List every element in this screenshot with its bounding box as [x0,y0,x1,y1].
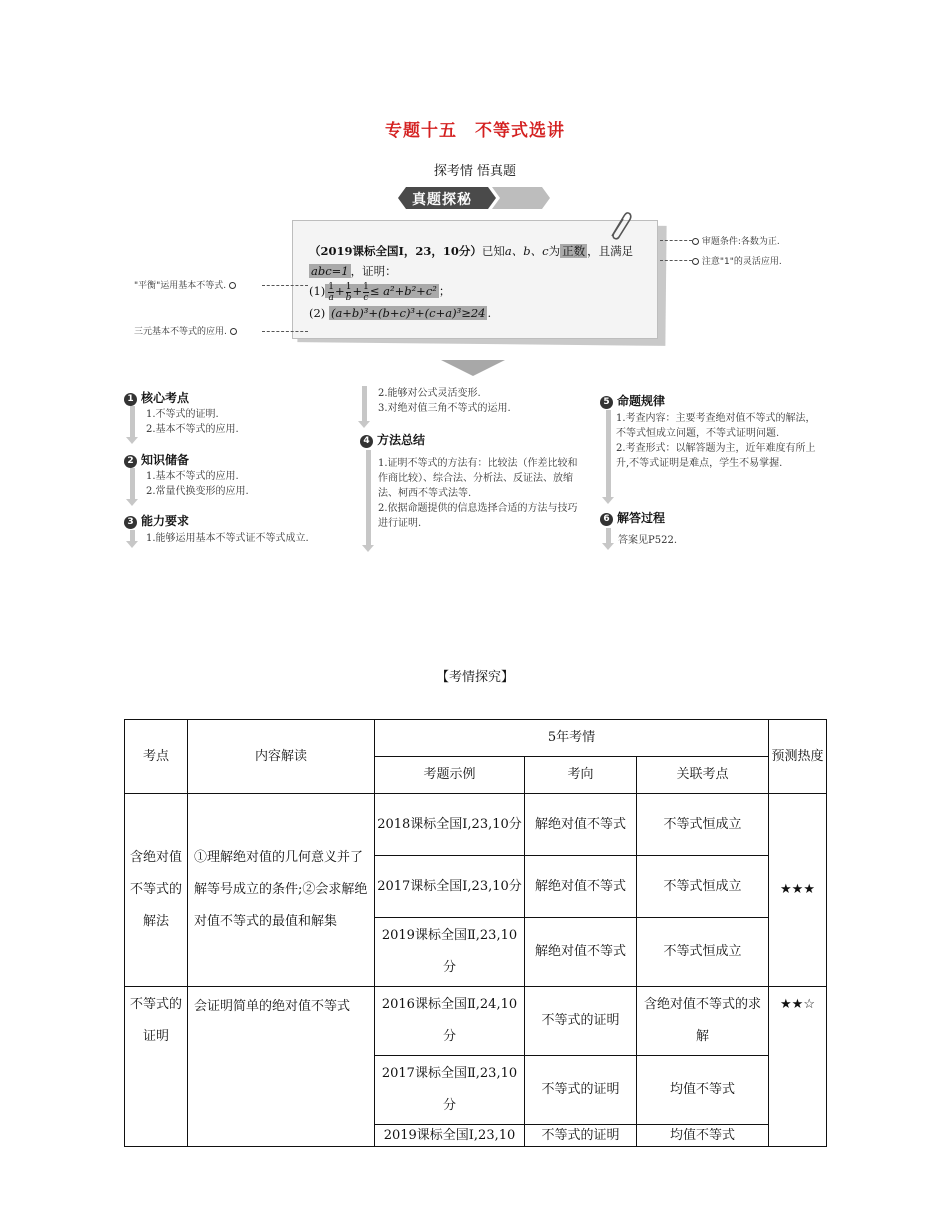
section-item: 1.考查内容：主要考查绝对值不等式的解法，不等式恒成立问题，不等式证明问题. [616,413,816,439]
section-item: 2.依据命题提供的信息选择合适的方法与技巧进行证明. [378,503,578,529]
section-2-body [146,469,346,499]
section-item: 2.能够对公式灵活变形. [378,388,481,399]
header-direction: 考向 [525,757,637,794]
section-3-body [146,531,366,546]
header-five-year: 5年考情 [375,720,769,757]
table-row [125,794,827,856]
table-row [125,987,827,1056]
section-6-body [618,533,818,548]
flow-arrow-icon [606,528,611,544]
annotation-line [262,285,308,286]
frac-num: 1 [328,281,335,292]
annotation-left-1 [134,278,236,291]
cell-related: 均值不等式 [637,1056,769,1125]
section-item: 2.考查形式：以解答题为主，近年难度有所上升,不等式证明是难点，学生不易掌握. [616,443,816,469]
section-item: 3.对绝对值三角不等式的运用. [378,403,511,414]
problem-vars: a、b、c [504,244,549,258]
cell-example: 2017课标全国Ⅰ,23,10分 [375,856,525,918]
problem-line-2 [309,261,657,281]
header-heat: 预测热度 [769,720,827,794]
cell-example: 2017课标全国Ⅱ,23,10分 [375,1056,525,1125]
cell-related: 不等式恒成立 [637,794,769,856]
flow-arrow-icon [606,410,611,498]
section-item: 1.不等式的证明. [146,409,219,420]
section-5-body [616,411,820,471]
cell-related: 均值不等式 [637,1125,769,1147]
cell-related: 不等式恒成立 [637,856,769,918]
section-item: 答案见P522. [618,535,677,546]
flow-arrow-icon [130,406,135,438]
problem-card [292,220,658,339]
frac-num: 1 [363,281,369,292]
section-item: 2.常量代换变形的应用. [146,486,249,497]
part-label: (1) [309,284,326,298]
cell-heat: ★★☆ [769,987,827,1147]
annotation-right-2 [692,254,782,267]
section-title: 解答过程 [617,511,666,525]
section-1-head [124,389,189,406]
page-subtitle: 探考情 悟真题 [433,164,517,179]
frac-den: a [328,292,334,303]
section-number: 2 [124,455,137,468]
section-6-head [600,509,665,526]
problem-part-1 [309,281,657,303]
section-5-head [600,392,665,409]
cell-example: 2016课标全国Ⅱ,24,10分 [375,987,525,1056]
section-title: 知识储备 [141,453,190,467]
problem-source: （2019课标全国Ⅰ，23，10分） [309,244,482,258]
section-number: 3 [124,516,137,529]
cell-direction: 解绝对值不等式 [525,856,637,918]
problem-text: ，证明： [350,264,397,278]
section-title: 能力要求 [141,514,190,528]
highlight-condition: abc=1 [311,264,349,278]
problem-text: 为 [548,244,561,258]
annotation-text: 三元基本不等式的应用. [134,327,227,337]
section-number: 4 [360,435,373,448]
cell-content: ①理解绝对值的几何意义并了解等号成立的条件;②会求解绝对值不等式的最值和解集 [188,794,375,987]
cell-direction: 不等式的证明 [525,1056,637,1125]
section-number: 5 [600,396,613,409]
problem-line-1 [309,241,657,261]
section-item: 1.证明不等式的方法有：比较法（作差比较和作商比较）、综合法、分析法、反证法、放缩法、柯西不等式法等. [378,458,578,499]
cell-direction: 解绝对值不等式 [525,794,637,856]
flow-arrow-icon [366,450,371,546]
section-item: 2.基本不等式的应用. [146,424,239,435]
cell-heat: ★★★ [769,794,827,987]
annotation-text: 注意"1"的灵活应用. [701,257,782,267]
cell-content: 会证明简单的绝对值不等式 [188,987,375,1147]
section-number: 1 [124,393,137,406]
section-title: 方法总结 [377,433,426,447]
cell-direction: 解绝对值不等式 [525,918,637,987]
banner-label: 真题探秘 [412,192,472,208]
section-item: 1.基本不等式的应用. [146,471,239,482]
frac-den: c [363,292,369,303]
problem-part-2 [309,303,657,323]
section-1-body [146,407,346,437]
highlight-positive: 正数 [562,244,586,258]
page-title: 专题十五 不等式选讲 [385,121,565,141]
annotation-line [660,240,692,241]
dot-marker [229,282,236,289]
dot-marker [692,258,699,265]
fraction [363,282,369,303]
header-point: 考点 [125,720,188,794]
section-banner [398,187,550,209]
fraction [328,282,334,303]
flow-arrow-icon [362,386,367,422]
highlight-part1: $\frac{1}{a}+$ $\frac{1}{b}+$ $\frac{1}{c}\le a^2+b^2+c^2$ [325,284,439,298]
section-4-body [378,456,580,531]
header-content: 内容解读 [188,720,375,794]
section-2-head [124,451,189,468]
annotation-line [262,331,308,332]
part-label: (2) [309,305,326,320]
annotation-right-1 [692,234,780,247]
annotation-line [660,260,692,261]
section-number: 6 [600,513,613,526]
section-title: 核心考点 [141,391,190,405]
dot-marker [692,238,699,245]
exam-analysis-table [124,719,827,1147]
annotation-text: "平衡"运用基本不等式. [134,281,227,291]
section-3-cont-body [378,386,578,416]
down-arrow-icon [441,360,505,376]
dot-marker [230,328,237,335]
frac-den: b [345,292,352,303]
flow-arrow-icon [130,468,135,500]
flow-arrow-icon [130,530,135,542]
cell-example: 2019课标全国Ⅱ,23,10分 [375,918,525,987]
cell-point: 不等式的证明 [125,987,188,1147]
highlight-part2: (a+b)³+(b+c)³+(c+a)³≥24 [330,305,486,320]
table-section-title: 【考情探究】 [435,670,514,685]
cell-example: 2018课标全国Ⅰ,23,10分 [375,794,525,856]
annotation-left-2 [134,324,237,337]
problem-text: ； [438,284,451,298]
section-4-head [360,431,425,448]
annotation-text: 审题条件:各数为正. [701,237,780,247]
cell-direction: 不等式的证明 [525,1125,637,1147]
fraction [346,282,352,303]
cell-related: 不等式恒成立 [637,918,769,987]
section-title: 命题规律 [617,394,666,408]
section-3-head [124,512,189,529]
cell-point: 含绝对值不等式的解法 [125,794,188,987]
inequality-rhs: ≤ a²+b²+c² [369,284,437,298]
problem-text: . [487,305,492,320]
problem-text: 已知 [481,244,505,258]
section-item: 1.能够运用基本不等式证不等式成立. [146,533,309,544]
header-example: 考题示例 [375,757,525,794]
paperclip-icon [606,210,632,240]
problem-text: ，且满足 [587,244,634,258]
cell-example: 2019课标全国Ⅰ,23,10 [375,1125,525,1147]
header-related: 关联考点 [637,757,769,794]
frac-num: 1 [345,281,352,292]
cell-related: 含绝对值不等式的求解 [637,987,769,1056]
cell-direction: 不等式的证明 [525,987,637,1056]
